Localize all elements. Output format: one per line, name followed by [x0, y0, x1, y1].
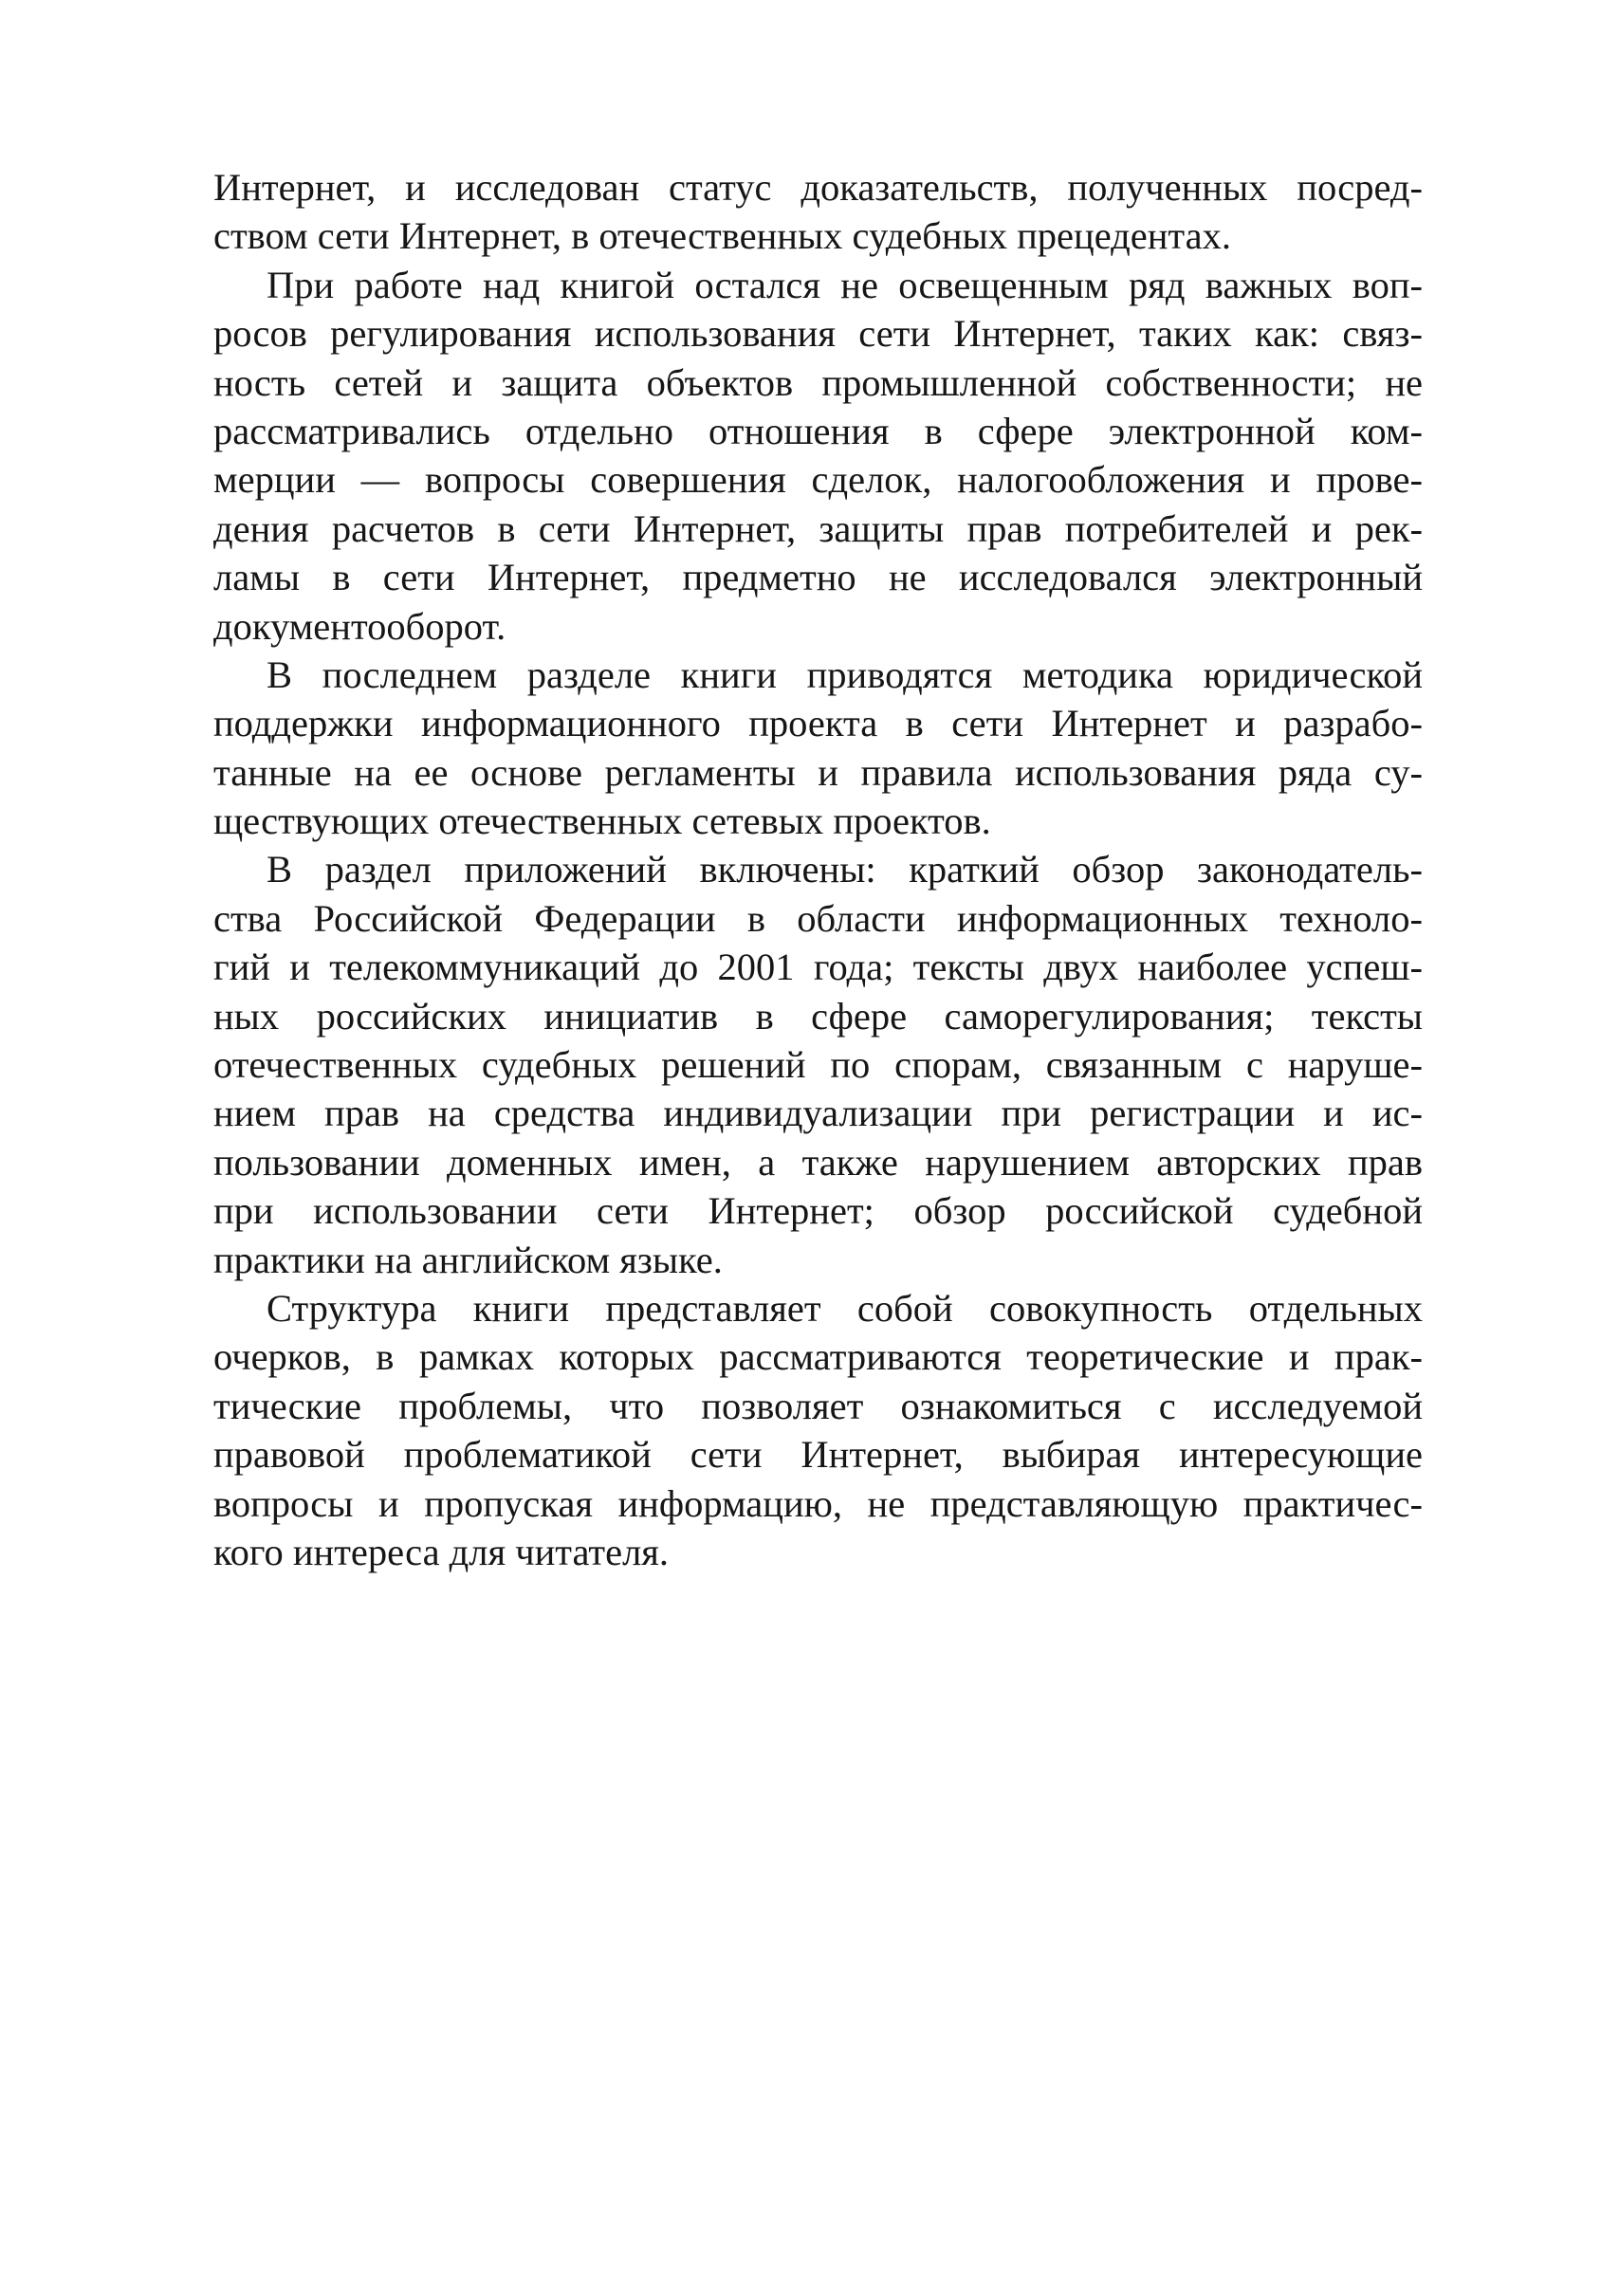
paragraph-last-section — [213, 651, 1423, 846]
text-line: вопросы и пропуская информацию, не представляющую практичес- — [213, 1481, 1423, 1525]
text-line: кого интереса для читателя. — [213, 1530, 670, 1573]
text-line: очерков, в рамках которых рассматриваются теоретические и прак- — [213, 1335, 1423, 1379]
text-line: практики на английском языке. — [213, 1238, 723, 1281]
paragraph-book-structure — [213, 1284, 1423, 1576]
text-line: рассматривались отдельно отношения в сфере электронной ком- — [213, 409, 1423, 452]
text-line: мерции — вопросы совершения сделок, налогообложения и прове- — [213, 458, 1423, 502]
text-line: ством сети Интернет, в отечественных судебных прецедентах. — [213, 214, 1231, 258]
text-line: При работе над книгой остался не освещенным ряд важных воп- — [267, 263, 1423, 306]
text-line: правовой проблематикой сети Интернет, выбирая интересующие — [213, 1433, 1423, 1477]
text-line: нием прав на средства индивидуализации при регистрации и ис- — [213, 1092, 1423, 1135]
text-line: тические проблемы, что позволяет ознакомиться с исследуемой — [213, 1384, 1423, 1427]
text-line: ществующих отечественных сетевых проектов. — [213, 799, 991, 843]
text-line: ламы в сети Интернет, предметно не исследовался электронный — [213, 556, 1423, 599]
paragraph-continuation — [213, 163, 1423, 261]
body-text — [213, 163, 1423, 1576]
text-line: В последнем разделе книги приводятся методика юридической — [267, 652, 1423, 696]
paragraph-unaddressed-topics — [213, 261, 1423, 651]
text-line: отечественных судебных решений по спорам, связанным с наруше- — [213, 1043, 1423, 1087]
text-line: Структура книги представляет собой совокупность отдельных — [267, 1286, 1423, 1330]
text-line: пользовании доменных имен, а также нарушением авторских прав — [213, 1140, 1423, 1184]
text-line: гий и телекоммуникаций до 2001 года; тексты двух наиболее успеш- — [213, 946, 1423, 989]
text-line: при использовании сети Интернет; обзор российской судебной — [213, 1189, 1423, 1233]
text-line: ность сетей и защита объектов промышленной собственности; не — [213, 360, 1423, 404]
text-line: ных российских инициатив в сфере саморегулирования; тексты — [213, 994, 1423, 1038]
text-line: поддержки информационного проекта в сети Интернет и разрабо- — [213, 702, 1423, 745]
text-line: ства Российской Федерации в области информационных техноло- — [213, 896, 1423, 940]
text-line: дения расчетов в сети Интернет, защиты прав потребителей и рек- — [213, 506, 1423, 550]
text-line: документооборот. — [213, 604, 506, 648]
paragraph-appendices — [213, 845, 1423, 1284]
text-line: Интернет, и исследован статус доказательств, полученных посред- — [213, 166, 1423, 209]
text-line: танные на ее основе регламенты и правила использования ряда су- — [213, 750, 1423, 794]
text-line: росов регулирования использования сети Интернет, таких как: связ- — [213, 312, 1423, 356]
text-line: В раздел приложений включены: краткий обзор законодатель- — [267, 848, 1423, 891]
